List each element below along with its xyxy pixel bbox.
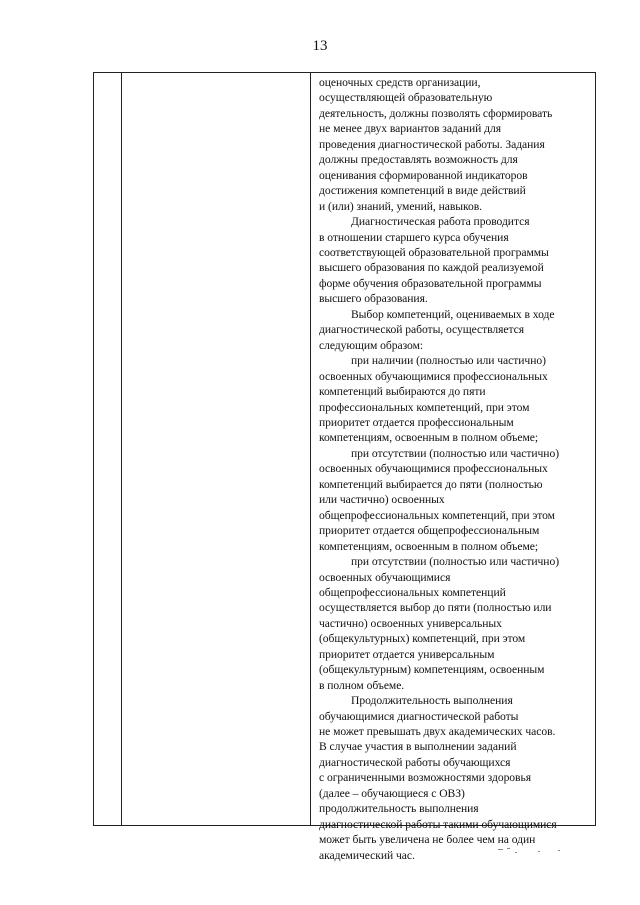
text-line: при наличии (полностью или частично) <box>351 354 546 368</box>
column-divider <box>310 73 311 825</box>
text-line: приоритет отдается профессиональным <box>319 415 514 429</box>
text-line: осуществляющей образовательную <box>319 91 493 105</box>
text-line: обучающимися диагностической работы <box>319 709 519 723</box>
text-line: при отсутствии (полностью или частично) <box>351 555 560 569</box>
text-line: не может превышать двух академических часов. <box>319 725 556 739</box>
text-line: освоенных обучающимися <box>319 570 451 584</box>
text-line: приоритет отдается универсальным <box>319 647 495 661</box>
page-number: 13 <box>312 38 328 54</box>
text-line: может быть увеличена не более чем на один <box>319 833 536 847</box>
text-line: компетенций выбирается до пяти (полностью <box>319 477 543 491</box>
text-line: оценивания сформированной индикаторов <box>319 168 528 182</box>
text-line: достижения компетенций в виде действий <box>319 184 526 198</box>
text-line: приоритет отдается общепрофессиональным <box>319 524 540 538</box>
text-line: высшего образования по каждой реализуемой <box>319 261 544 275</box>
text-line: общепрофессиональных компетенций, при этом <box>319 508 555 522</box>
text-line: (общекультурным) компетенциям, освоенным <box>319 663 545 677</box>
text-line: компетенциям, освоенным в полном объеме; <box>319 539 539 553</box>
text-line: Продолжительность выполнения <box>351 694 513 708</box>
text-line: диагностической работы обучающихся <box>319 755 511 769</box>
text-line: в полном объеме. <box>319 678 405 692</box>
text-line: деятельность, должны позволять сформировать <box>319 106 553 120</box>
text-line: оценочных средств организации, <box>319 76 481 89</box>
text-line: Выбор компетенций, оцениваемых в ходе <box>351 307 555 321</box>
text-line: в отношении старшего курса обучения <box>319 230 509 244</box>
text-line: диагностической работы такими обучающимися <box>319 817 557 831</box>
text-line: с ограниченными возможностями здоровья <box>319 771 532 785</box>
text-line: не менее двух вариантов заданий для <box>319 122 502 136</box>
text-line: (далее – обучающиеся с ОВЗ) <box>319 786 465 800</box>
text-line: частично) освоенных универсальных <box>319 616 502 630</box>
text-line: при отсутствии (полностью или частично) <box>351 446 560 460</box>
text-line: соответствующей образовательной программы <box>319 245 549 259</box>
text-line: общепрофессиональных компетенций <box>319 585 506 599</box>
text-line: академический час. <box>319 848 415 862</box>
text-line: В случае участия в выполнении заданий <box>319 740 517 754</box>
text-line: (общекультурных) компетенций, при этом <box>319 632 526 646</box>
text-line: должны предоставлять возможность для <box>319 153 518 167</box>
text-line: форме обучения образовательной программы <box>319 276 542 290</box>
text-line: или частично) освоенных <box>319 493 445 507</box>
text-line: высшего образования. <box>319 292 428 306</box>
text-line: компетенциям, освоенным в полном объеме; <box>319 431 539 445</box>
text-line: профессиональных компетенций, при этом <box>319 400 530 414</box>
text-line: компетенций выбираются до пяти <box>319 385 486 399</box>
text-line: Диагностическая работа проводится <box>351 215 530 229</box>
text-line: освоенных обучающимися профессиональных <box>319 462 548 476</box>
text-line: освоенных обучающимися профессиональных <box>319 369 548 383</box>
text-line: осуществляется выбор до пяти (полностью или <box>319 601 552 615</box>
text-line: и (или) знаний, умений, навыков. <box>319 199 483 213</box>
document-table <box>93 72 596 862</box>
scan-artifact <box>498 846 568 858</box>
text-line: следующим образом: <box>319 338 424 352</box>
text-line: диагностической работы, осуществляется <box>319 323 525 337</box>
column-divider <box>121 73 122 825</box>
text-line: проведения диагностической работы. Задания <box>319 137 545 151</box>
text-line: продолжительность выполнения <box>319 802 479 816</box>
table-cell-text <box>319 75 597 863</box>
